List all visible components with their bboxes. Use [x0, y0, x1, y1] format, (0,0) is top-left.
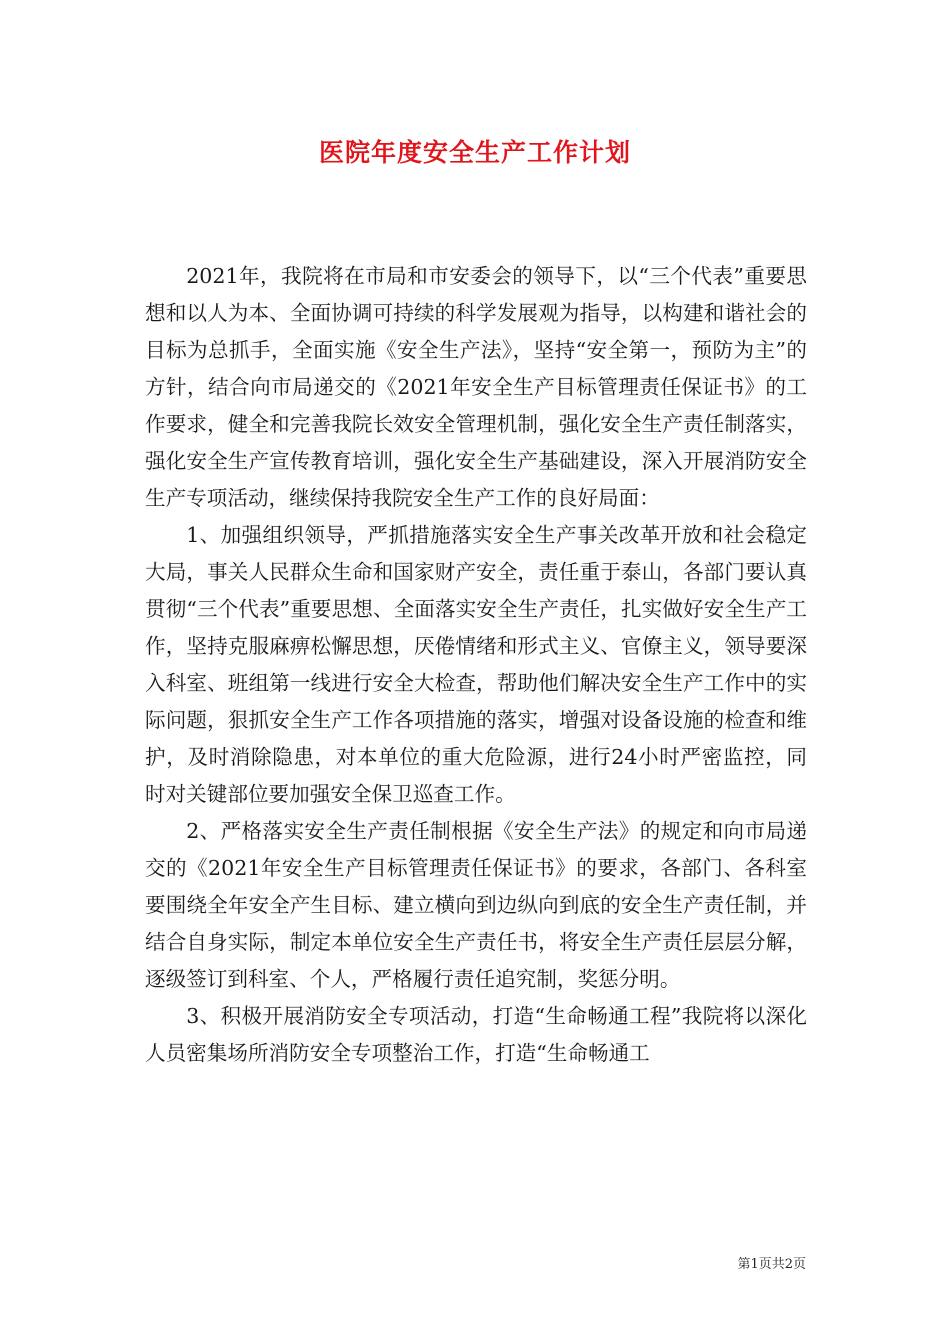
paragraph-item-3: 3、积极开展消防安全专项活动，打造“生命畅通工程”我院将以深化人员密集场所消防安全专项整治工作，打造“生命畅通工 — [145, 1004, 807, 1065]
paragraph-item-2: 2、严格落实安全生产责任制根据《安全生产法》的规定和向市局递交的《2021年安全生产目标管理责任保证书》的要求，各部门、各科室要围绕全年安全产生目标、建立横向到边纵向到底的安全生产责任制，并结合自身实际，制定本单位安全生产责任书，将安全生产责任层层分解，逐级签订到科室、个人，严格履行责任追究制，奖惩分明。 — [145, 819, 807, 991]
document-title: 医院年度安全生产工作计划 — [318, 138, 631, 167]
paragraph-intro: 2021年，我院将在市局和市安委会的领导下，以“三个代表”重要思想和以人为本、全面协调可持续的科学发展观为指导，以构建和谐社会的目标为总抓手，全面实施《安全生产法》，坚持“安全第一，预防为主”的方针，结合向市局递交的《2021年安全生产目标管理责任保证书》的工作要求，健全和完善我院长效安全管理机制，强化安全生产责任制落实，强化安全生产宣传教育培训，强化安全生产基础建设，深入开展消防安全生产专项活动，继续保持我院安全生产工作的良好局面： — [145, 264, 807, 510]
document-body — [145, 258, 807, 1072]
page-number-footer: 第1页共2页 — [737, 1257, 806, 1272]
paragraph-item-1: 1、加强组织领导，严抓措施落实安全生产事关改革开放和社会稳定大局，事关人民群众生命和国家财产安全，责任重于泰山，各部门要认真贯彻“三个代表”重要思想、全面落实安全生产责任，扎实做好安全生产工作，坚持克服麻痹松懈思想，厌倦情绪和形式主义、官僚主义，领导要深入科室、班组第一线进行安全大检查，帮助他们解决安全生产工作中的实际问题，狠抓安全生产工作各项措施的落实，增强对设备设施的检查和维护，及时消除隐患，对本单位的重大危险源，进行24小时严密监控，同时对关键部位要加强安全保卫巡查工作。 — [145, 523, 807, 806]
